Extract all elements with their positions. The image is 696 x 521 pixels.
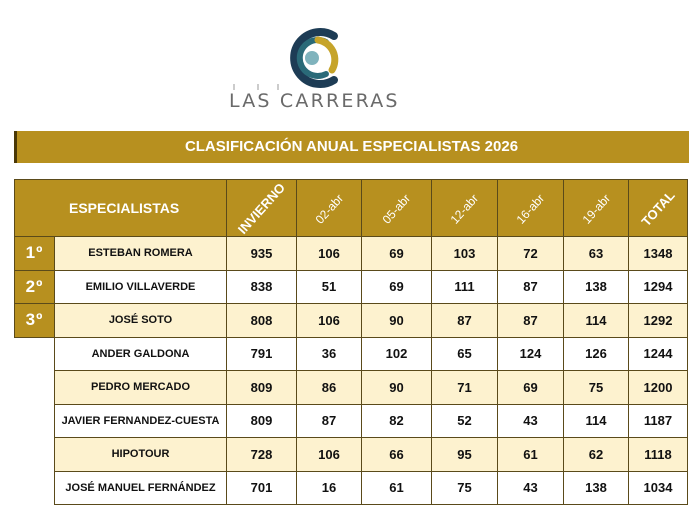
header-row [15,180,688,237]
score-cell: 62 [564,438,629,472]
table-row [15,337,688,371]
total-cell: 1118 [629,438,688,472]
name-column-header: ESPECIALISTAS [15,180,227,237]
total-cell: 1034 [629,471,688,505]
position-badge: 3º [15,304,55,338]
column-header-invierno [227,180,297,237]
score-cell: 126 [564,337,629,371]
score-cell: 63 [564,237,629,271]
score-cell: 808 [227,304,297,338]
score-cell: 65 [432,337,498,371]
score-cell: 114 [564,404,629,438]
logo-text: LAS CARRERAS [229,90,400,112]
score-cell: 51 [297,270,362,304]
score-cell: 809 [227,371,297,405]
score-cell: 16 [297,471,362,505]
score-cell: 138 [564,471,629,505]
score-cell: 106 [297,438,362,472]
total-cell: 1187 [629,404,688,438]
score-cell: 111 [432,270,498,304]
column-header-label: 16-abr [513,190,548,227]
competitor-name: JOSÉ SOTO [55,304,227,338]
position-empty [15,404,55,438]
score-cell: 106 [297,237,362,271]
score-cell: 95 [432,438,498,472]
table-row [15,270,688,304]
competitor-name: ANDER GALDONA [55,337,227,371]
column-header-total [629,180,688,237]
table-row [15,371,688,405]
score-cell: 102 [362,337,432,371]
position-empty [15,337,55,371]
score-cell: 43 [498,404,564,438]
column-header-02-abr [297,180,362,237]
table-row [15,404,688,438]
score-cell: 72 [498,237,564,271]
score-cell: 114 [564,304,629,338]
table-row [15,438,688,472]
total-cell: 1244 [629,337,688,371]
position-empty [15,471,55,505]
page-title: CLASIFICACIÓN ANUAL ESPECIALISTAS 2026 [184,138,519,155]
score-cell: 106 [297,304,362,338]
score-cell: 69 [362,237,432,271]
score-cell: 87 [498,304,564,338]
column-header-label: INVIERNO [234,179,289,237]
score-cell: 52 [432,404,498,438]
total-cell: 1292 [629,304,688,338]
column-header-label: 12-abr [447,190,482,227]
score-cell: 86 [297,371,362,405]
score-cell: 935 [227,237,297,271]
score-cell: 36 [297,337,362,371]
score-cell: 728 [227,438,297,472]
score-cell: 138 [564,270,629,304]
position-badge: 1º [15,237,55,271]
position-badge: 2º [15,270,55,304]
table-row [15,471,688,505]
competitor-name: JAVIER FERNANDEZ-CUESTA [55,404,227,438]
score-cell: 87 [498,270,564,304]
score-cell: 124 [498,337,564,371]
score-cell: 75 [564,371,629,405]
total-cell: 1348 [629,237,688,271]
total-cell: 1294 [629,270,688,304]
score-cell: 69 [362,270,432,304]
competitor-name: JOSÉ MANUEL FERNÁNDEZ [55,471,227,505]
score-cell: 75 [432,471,498,505]
score-cell: 61 [362,471,432,505]
score-cell: 61 [498,438,564,472]
position-empty [15,438,55,472]
table-row [15,304,688,338]
score-cell: 66 [362,438,432,472]
competitor-name: EMILIO VILLAVERDE [55,270,227,304]
competitor-name: ESTEBAN ROMERA [55,237,227,271]
column-header-label: 19-abr [579,190,613,227]
column-header-05-abr [362,180,432,237]
score-cell: 90 [362,304,432,338]
score-cell: 87 [432,304,498,338]
score-cell: 90 [362,371,432,405]
score-cell: 791 [227,337,297,371]
competitor-name: PEDRO MERCADO [55,371,227,405]
column-header-label: TOTAL [638,187,678,229]
score-cell: 82 [362,404,432,438]
score-cell: 69 [498,371,564,405]
score-cell: 701 [227,471,297,505]
ranking-table [14,179,688,505]
column-header-label: 02-abr [312,190,346,227]
position-empty [15,371,55,405]
score-cell: 838 [227,270,297,304]
score-cell: 87 [297,404,362,438]
score-cell: 103 [432,237,498,271]
column-header-19-abr [564,180,629,237]
column-header-16-abr [498,180,564,237]
column-header-label: 05-abr [379,190,414,227]
competitor-name: HIPOTOUR [55,438,227,472]
score-cell: 43 [498,471,564,505]
score-cell: 809 [227,404,297,438]
total-cell: 1200 [629,371,688,405]
table-row [15,237,688,271]
column-header-12-abr [432,180,498,237]
title-bar [14,131,689,163]
logo-emblem-icon [234,32,335,90]
score-cell: 71 [432,371,498,405]
